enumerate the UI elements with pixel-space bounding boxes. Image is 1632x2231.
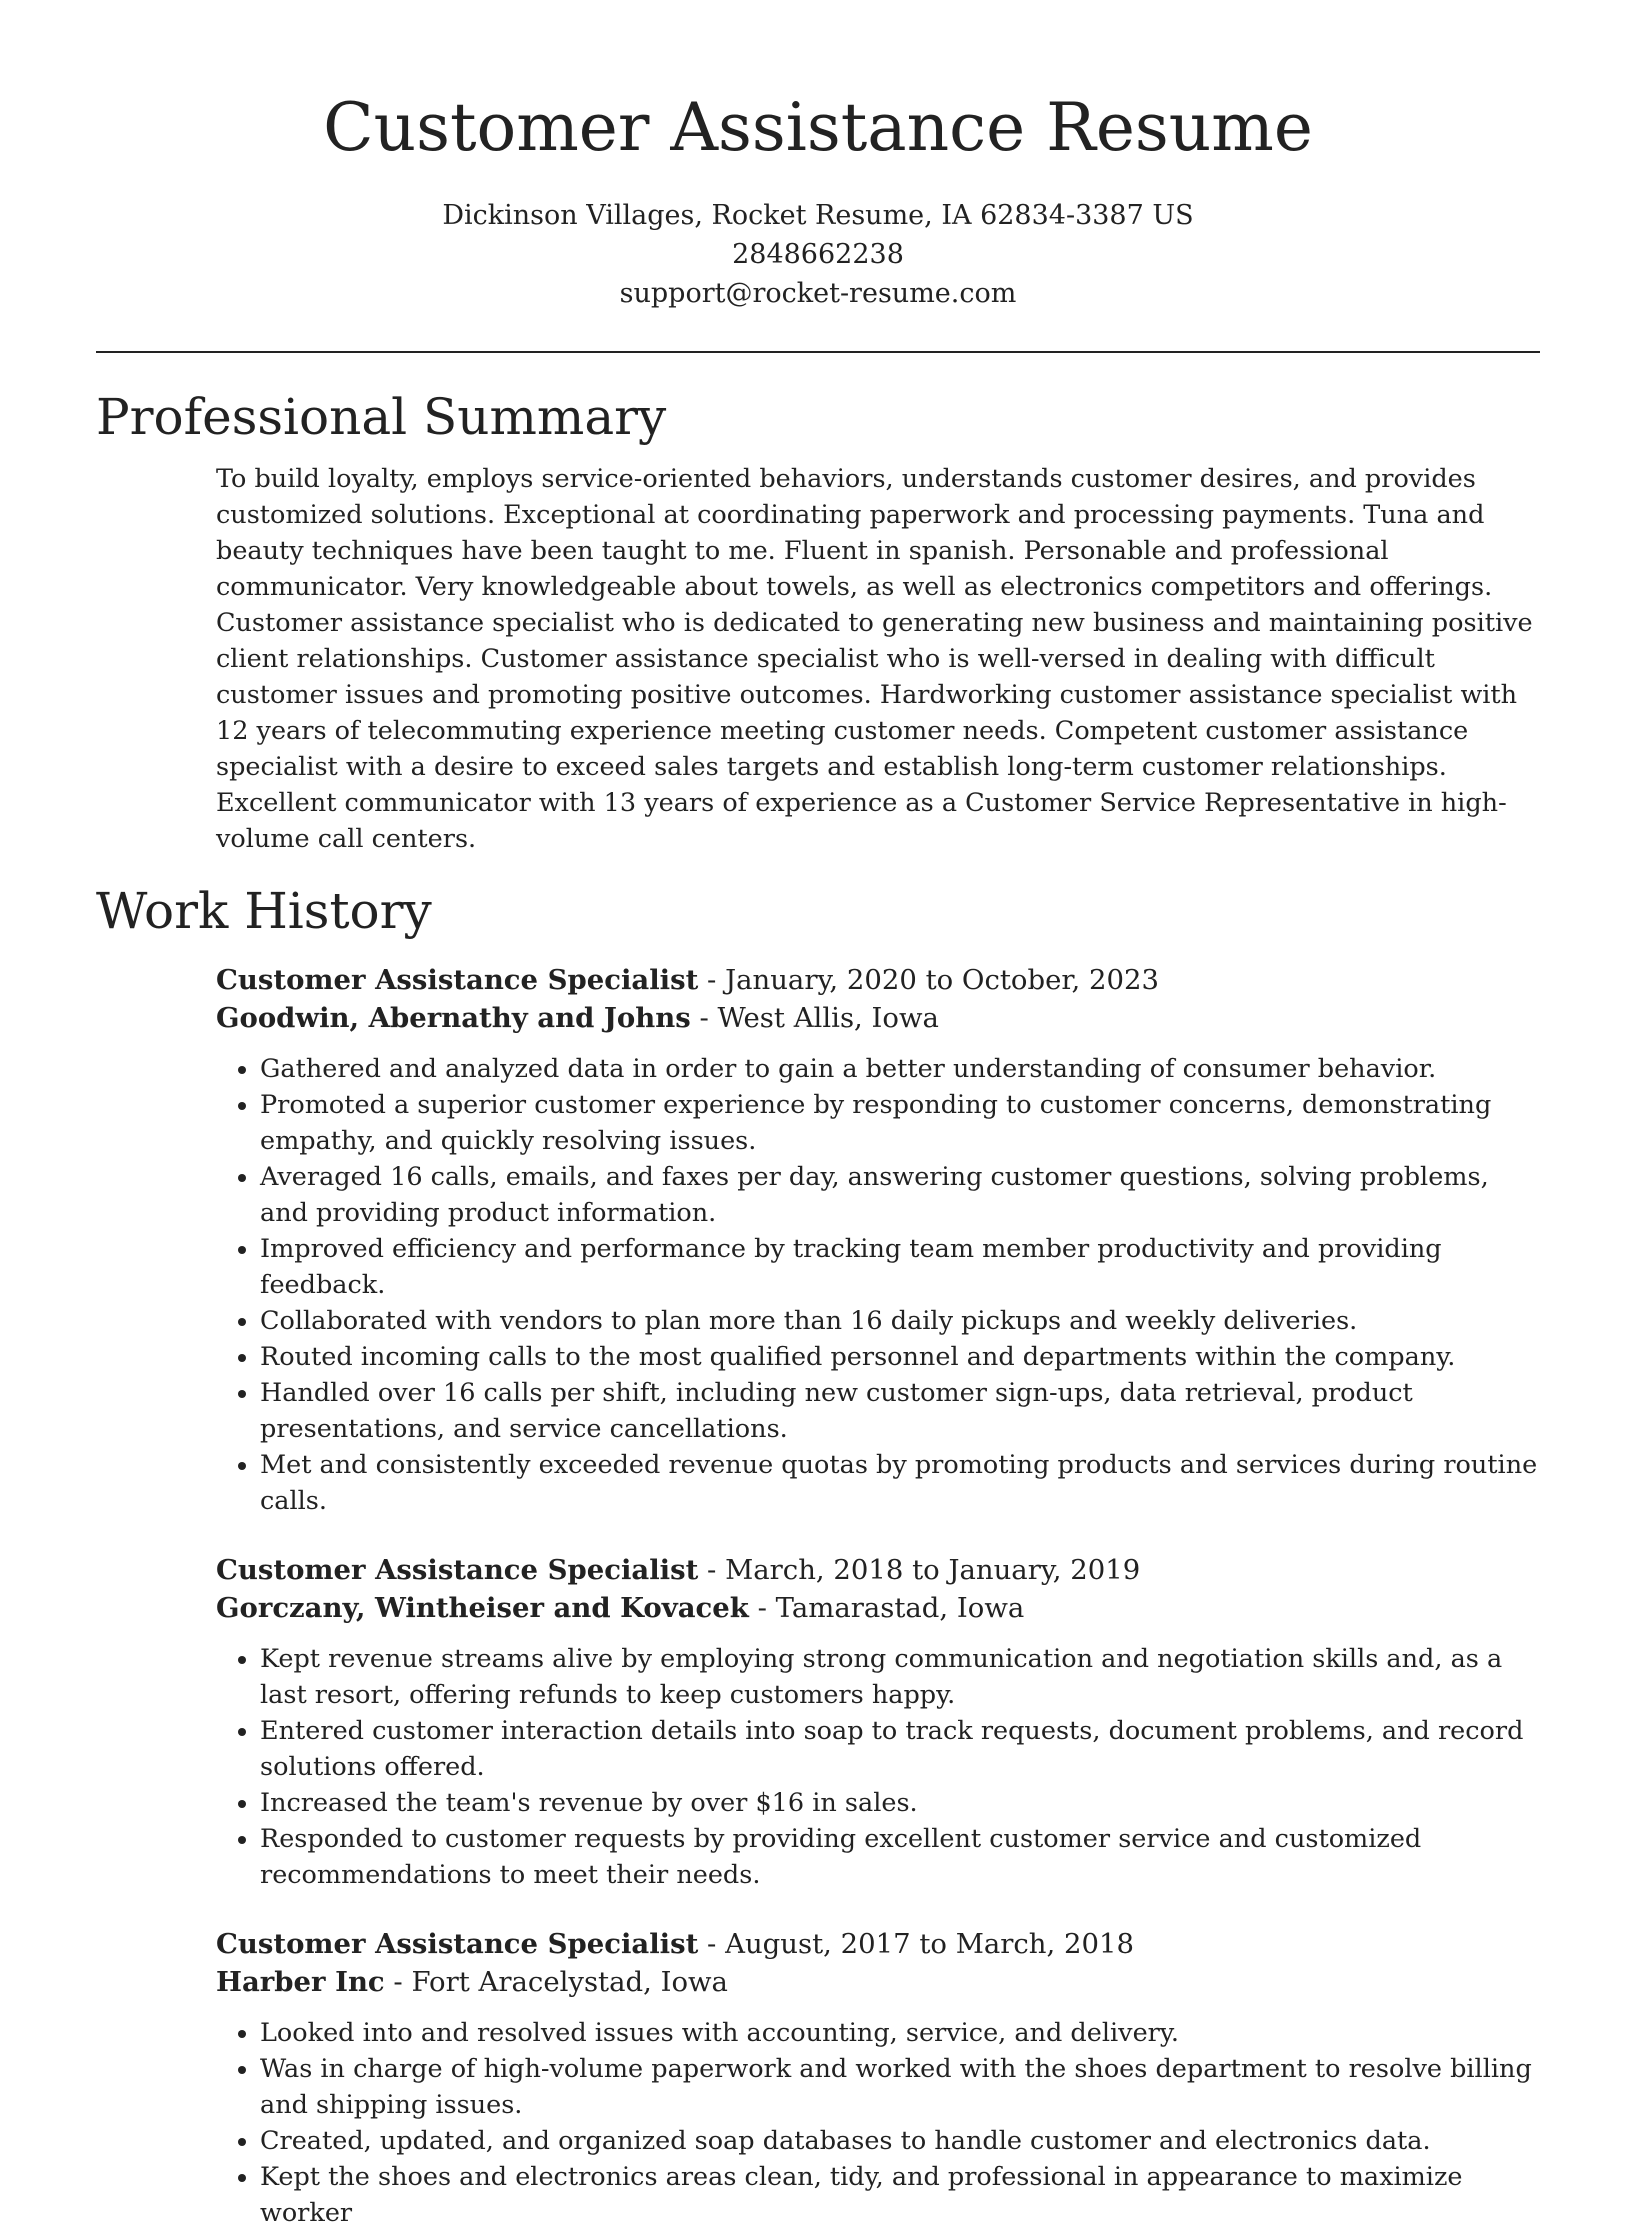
job-title: Customer Assistance Specialist [216,1928,699,1960]
job-title: Customer Assistance Specialist [216,1554,699,1586]
job-company: Goodwin, Abernathy and Johns [216,1002,691,1034]
job-bullet: • Gathered and analyzed data in order to gain a better understanding of consumer behavior. [260,1051,1540,1087]
job-company-line [216,1589,1540,1627]
job-bullet: • Was in charge of high-volume paperwork and worked with the shoes department to resolve billing and shipping issues. [260,2051,1540,2123]
job-bullet: • Responded to customer requests by providing excellent customer service and customized recommendations to meet their needs. [260,1821,1540,1893]
job-bullet: • Collaborated with vendors to plan more than 16 daily pickups and weekly deliveries. [260,1303,1540,1339]
job-bullets [216,1641,1540,1893]
phone: 2848662238 [732,239,904,270]
job-entry [216,1551,1540,1893]
job-bullets [216,2015,1540,2231]
job-location: - Fort Aracelystad, Iowa [384,1966,728,1998]
job-dates: - March, 2018 to January, 2019 [698,1554,1141,1586]
summary-text: To build loyalty, employs service-oriented behaviors, understands customer desires, and provides customized solutions. Exceptional at coordinating paperwork and processing payments. Tuna and beauty techniques have been taught to me. Fluent in spanish. Personable and professional communicator. Very knowledgeable about towels, as well as electronics competitors and offerings. Customer assistance specialist who is dedicated to generating new business and maintaining positive client relationships. Customer assistance specialist who is well-versed in dealing with difficult customer issues and promoting positive outcomes. Hardworking customer assistance specialist with 12 years of telecommuting experience meeting customer needs. Competent customer assistance specialist with a desire to exceed sales targets and establish long-term customer relationships. Excellent communicator with 13 years of experience as a Customer Service Representative in high-volume call centers. [216,464,1533,854]
job-company-line [216,999,1540,1037]
job-bullet: • Kept revenue streams alive by employing strong communication and negotiation skills and, as a last resort, offering refunds to keep customers happy. [260,1641,1540,1713]
job-title: Customer Assistance Specialist [216,964,699,996]
job-title-line [216,961,1540,999]
job-title-line [216,1925,1540,1963]
address: Dickinson Villages, Rocket Resume, IA 62834-3387 US [442,200,1194,231]
job-location: - Tamarastad, Iowa [748,1592,1025,1624]
job-bullet: • Kept the shoes and electronics areas clean, tidy, and professional in appearance to maximize worker [260,2159,1540,2231]
job-bullet: • Routed incoming calls to the most qualified personnel and departments within the company. [260,1339,1540,1375]
job-company: Harber Inc [216,1966,385,1998]
job-company-line [216,1963,1540,2001]
resume-page [96,0,1540,2231]
resume-title: Customer Assistance Resume [323,89,1313,166]
job-company: Gorczany, Wintheiser and Kovacek [216,1592,749,1624]
job-bullet: • Created, updated, and organized soap databases to handle customer and electronics data. [260,2123,1540,2159]
job-location: - West Allis, Iowa [690,1002,939,1034]
job-dates: - January, 2020 to October, 2023 [698,964,1159,996]
contact-info [96,196,1540,313]
job-bullet: • Averaged 16 calls, emails, and faxes per day, answering customer questions, solving problems, and providing product information. [260,1159,1540,1231]
work-history-heading: Work History [96,882,432,940]
job-bullet: • Entered customer interaction details into soap to track requests, document problems, and record solutions offered. [260,1713,1540,1785]
job-bullet: • Handled over 16 calls per shift, including new customer sign-ups, data retrieval, product presentations, and service cancellations. [260,1375,1540,1447]
job-entry [216,961,1540,1519]
summary-heading: Professional Summary [96,388,667,446]
job-bullet: • Looked into and resolved issues with accounting, service, and delivery. [260,2015,1540,2051]
email: support@rocket-resume.com [619,278,1017,309]
job-entry [216,1925,1540,2231]
job-bullet: • Met and consistently exceeded revenue quotas by promoting products and services during routine calls. [260,1447,1540,1519]
job-bullet: • Improved efficiency and performance by tracking team member productivity and providing feedback. [260,1231,1540,1303]
header-divider [96,351,1540,353]
job-title-line [216,1551,1540,1589]
job-dates: - August, 2017 to March, 2018 [698,1928,1134,1960]
job-bullets [216,1051,1540,1519]
job-bullet: • Promoted a superior customer experience by responding to customer concerns, demonstrating empathy, and quickly resolving issues. [260,1087,1540,1159]
job-bullet: • Increased the team's revenue by over $16 in sales. [260,1785,1540,1821]
resume-header [96,0,1540,313]
